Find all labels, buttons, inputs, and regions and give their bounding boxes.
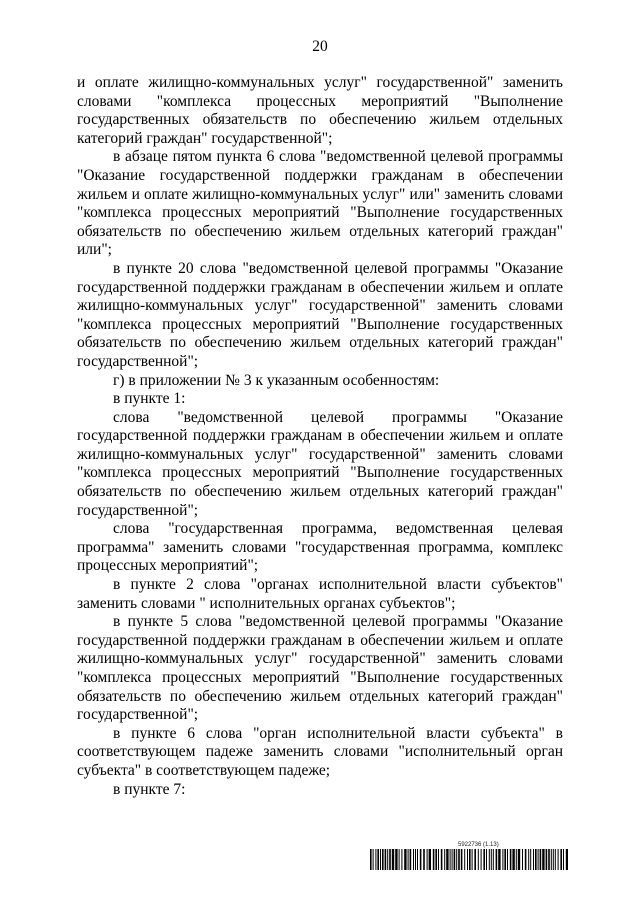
paragraph: слова "ведомственной целевой программы "Оказание государственной поддержки гражданам в обеспечении жильем и оплате жилищно-коммунальных услуг" государственной" заменить словами "комплекса процессных мероприятий "Выполнение государственных обязательств по обеспечению жильем отдельных категорий граждан" государственной";: [77, 408, 563, 519]
page-number: 20: [312, 38, 328, 55]
paragraph: г) в приложении № 3 к указанным особенностям:: [113, 371, 440, 389]
document-body: [77, 74, 563, 799]
paragraph: в абзаце пятом пункта 6 слова "ведомственной целевой программы "Оказание государственной поддержки гражданам в обеспечении жильем и оплате жилищно-коммунальных услуг" или" заменить словами "комплекса процессных мероприятий "Выполнение государственных обязательств по обеспечению жильем отдельных категорий граждан" или";: [77, 148, 563, 259]
document-code: 5922736 (1.13): [458, 842, 499, 848]
paragraph: в пункте 2 слова "органах исполнительной власти субъектов" заменить словами " исполнительных органах субъектов";: [77, 576, 563, 612]
paragraph: в пункте 7:: [113, 780, 186, 798]
paragraph: и оплате жилищно-коммунальных услуг" государственной" заменить словами "комплекса процессных мероприятий "Выполнение государственных обязательств по обеспечению жильем отдельных категорий граждан" государственной";: [77, 74, 563, 147]
paragraph: в пункте 1:: [113, 390, 186, 408]
barcode-icon: [370, 849, 568, 870]
paragraph: в пункте 6 слова "орган исполнительной власти субъекта" в соответствующем падеже заменить словами "исполнительный орган субъекта" в соответствующем падеже;: [77, 724, 563, 779]
paragraph: в пункте 20 слова "ведомственной целевой программы "Оказание государственной поддержки гражданам в обеспечении жильем и оплате жилищно-коммунальных услуг" государственной" заменить словами "комплекса процессных мероприятий "Выполнение государственных обязательств по обеспечению жильем отдельных категорий граждан" государственной";: [77, 259, 563, 370]
paragraph: в пункте 5 слова "ведомственной целевой программы "Оказание государственной поддержки гражданам в обеспечении жильем и оплате жилищно-коммунальных услуг" государственной" заменить словами "комплекса процессных мероприятий "Выполнение государственных обязательств по обеспечению жильем отдельных категорий граждан" государственной";: [77, 613, 563, 724]
paragraph: слова "государственная программа, ведомственная целевая программа" заменить словами "государственная программа, комплекс процессных мероприятий";: [77, 520, 563, 575]
